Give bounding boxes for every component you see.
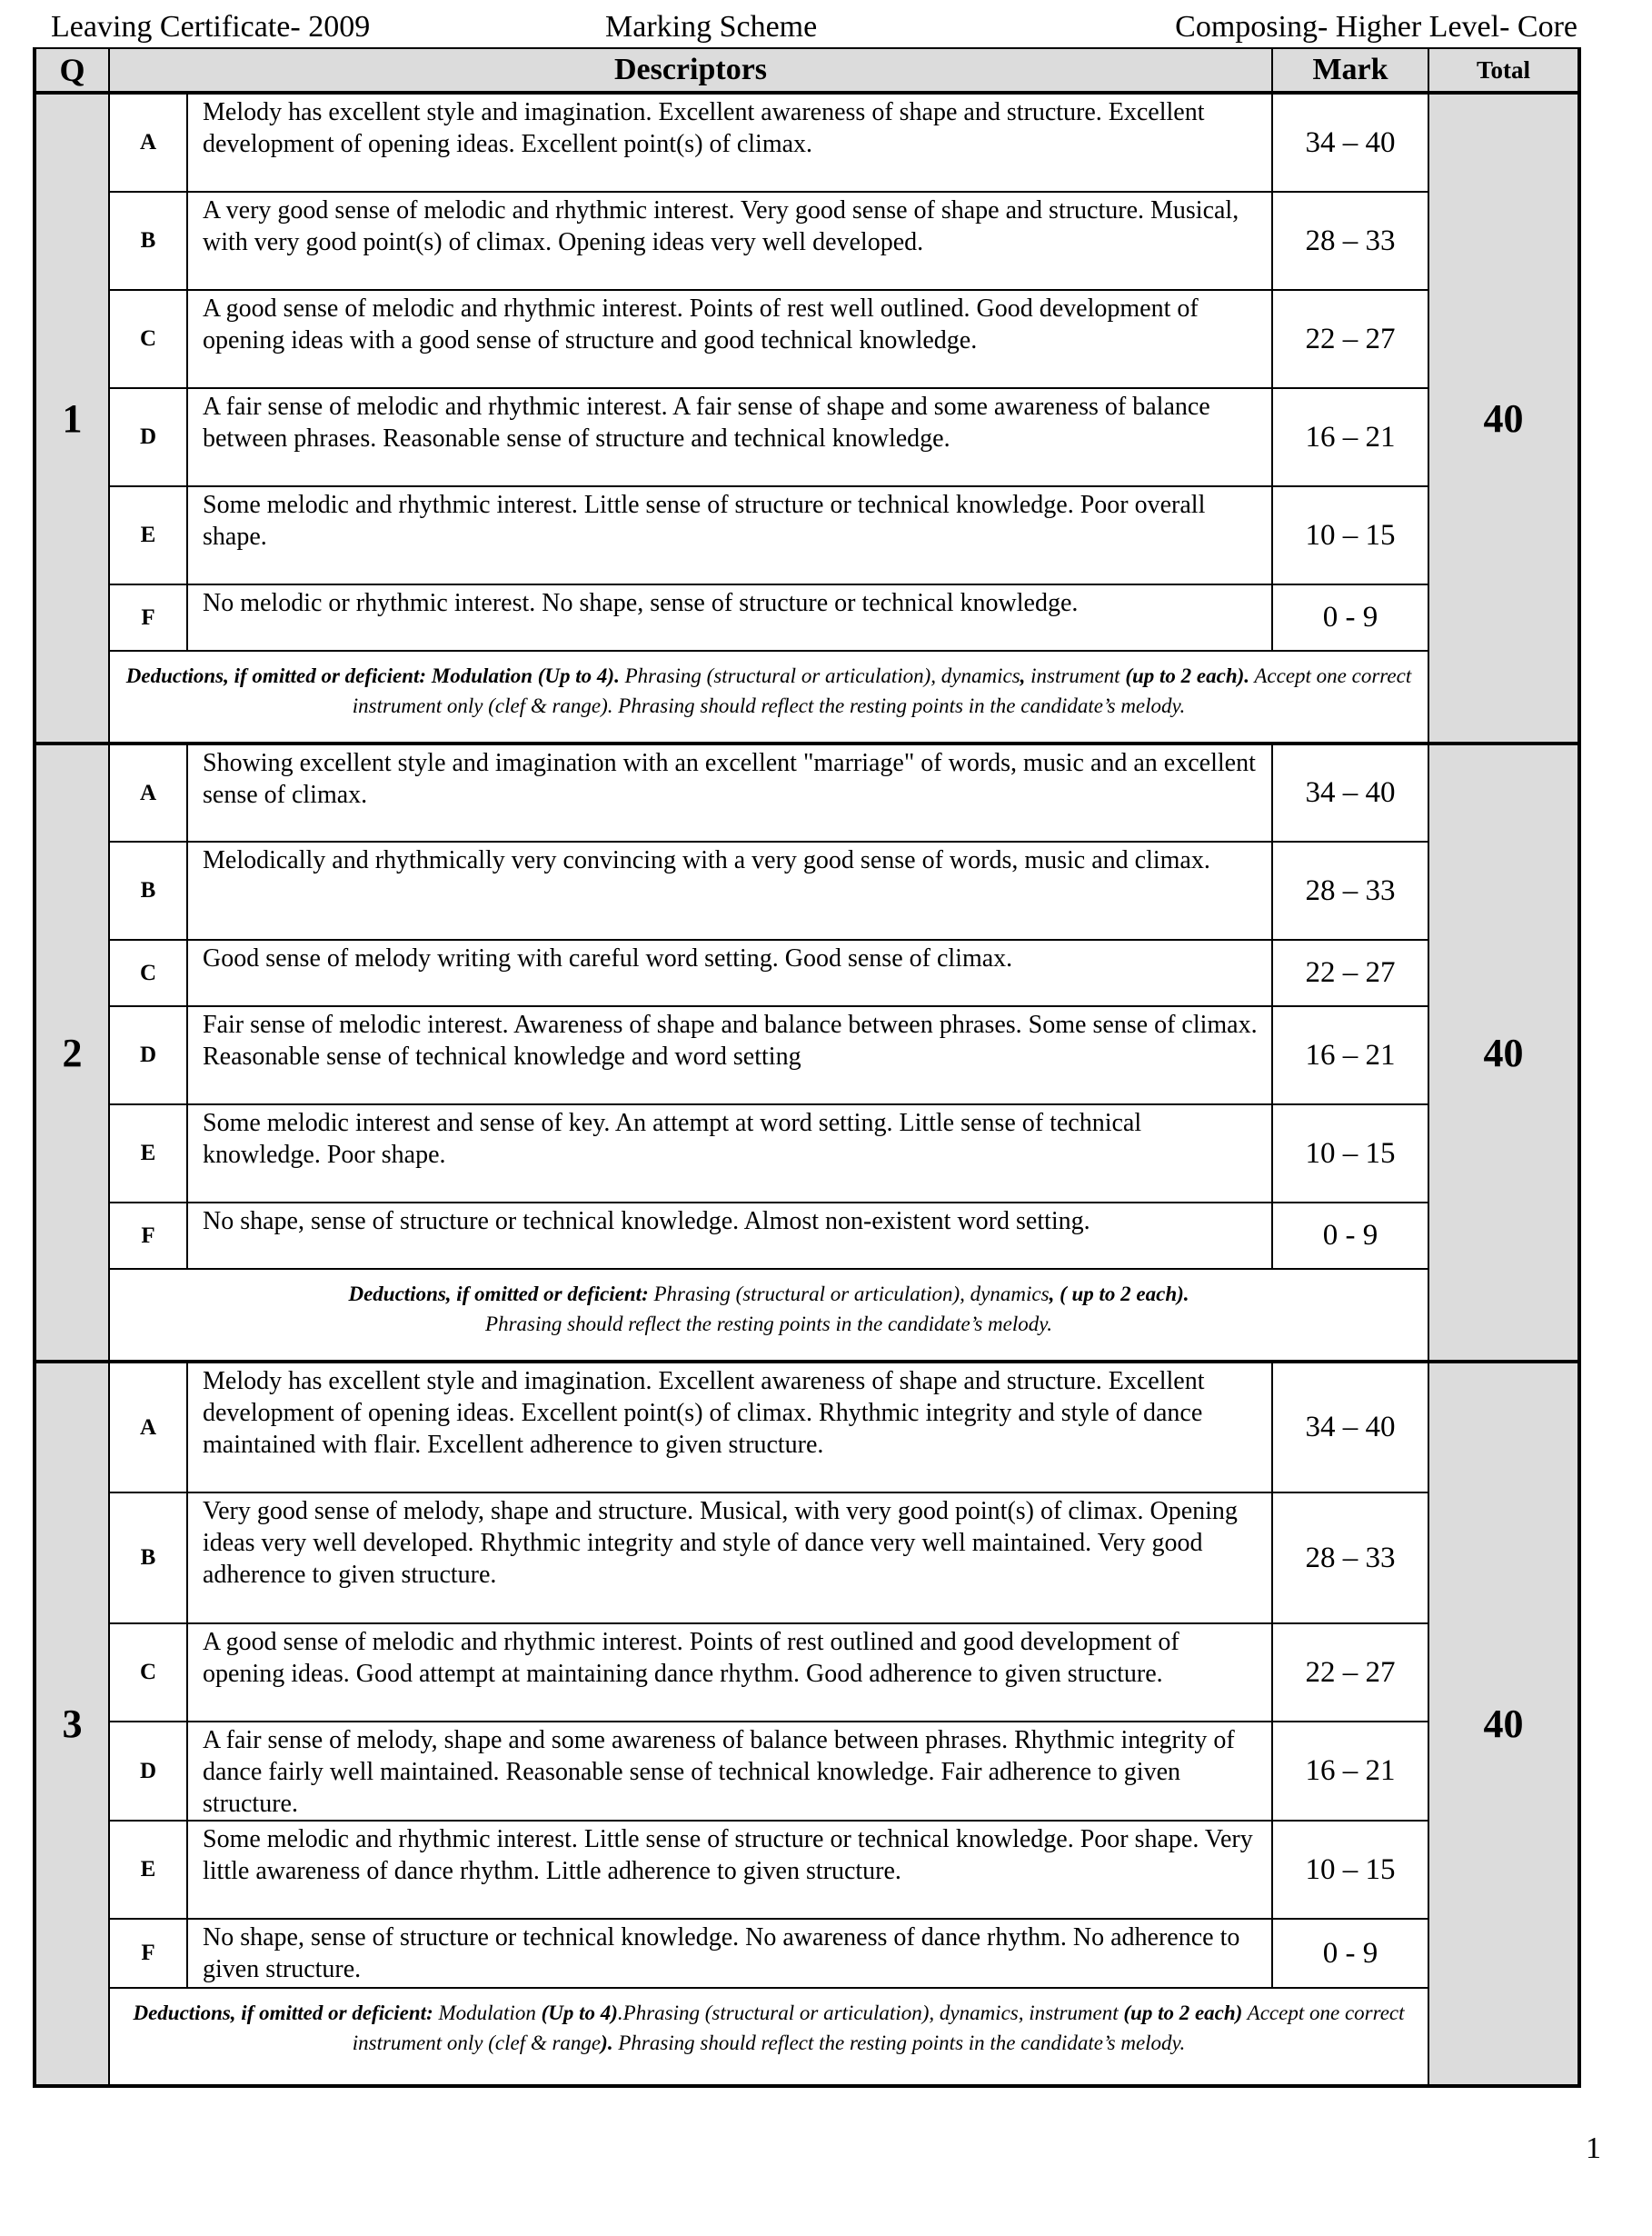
descriptor-text: Some melodic interest and sense of key. An attempt at word setting. Little sense of technical knowledge. Poor shape.	[187, 1104, 1272, 1203]
table-row	[35, 1492, 1579, 1623]
question-number: 1	[35, 93, 109, 744]
mark-range: 10 – 15	[1272, 1104, 1428, 1203]
table-row	[35, 388, 1579, 486]
grade-letter: A	[109, 93, 187, 192]
grade-letter: C	[109, 1623, 187, 1722]
grade-letter: D	[109, 1722, 187, 1821]
descriptor-text: No shape, sense of structure or technical knowledge. Almost non-existent word setting.	[187, 1203, 1272, 1269]
descriptor-text: Some melodic and rhythmic interest. Little sense of structure or technical knowledge. Poor overall shape.	[187, 486, 1272, 584]
descriptor-text: Melody has excellent style and imagination. Excellent awareness of shape and structure. Excellent development of opening ideas. Excellent point(s) of climax. Rhythmic integrity and style of dance maintained with flair. Excellent adherence to given structure.	[187, 1362, 1272, 1492]
descriptor-text: A good sense of melodic and rhythmic interest. Points of rest well outlined. Good development of opening ideas with a good sense of structure and good technical knowledge.	[187, 290, 1272, 388]
grade-letter: E	[109, 1104, 187, 1203]
descriptor-text: Good sense of melody writing with careful word setting. Good sense of climax.	[187, 940, 1272, 1006]
question-total: 40	[1428, 744, 1579, 1362]
deductions-row	[35, 651, 1579, 744]
deductions-part: ).	[601, 2031, 613, 2054]
mark-range: 22 – 27	[1272, 1623, 1428, 1722]
descriptor-text: Some melodic and rhythmic interest. Little sense of structure or technical knowledge. Poor shape. Very little awareness of dance rhythm. Little adherence to given structure.	[187, 1821, 1272, 1919]
descriptor-text: Fair sense of melodic interest. Awareness of shape and balance between phrases. Some sense of climax. Reasonable sense of technical knowledge and word setting	[187, 1006, 1272, 1104]
deductions-note	[109, 1269, 1428, 1362]
mark-range: 10 – 15	[1272, 1821, 1428, 1919]
deductions-note	[109, 651, 1428, 744]
descriptor-text: A fair sense of melodic and rhythmic interest. A fair sense of shape and some awareness of balance between phrases. Reasonable sense of structure and technical knowledge.	[187, 388, 1272, 486]
grade-letter: F	[109, 1203, 187, 1269]
table-row	[35, 1104, 1579, 1203]
question-3-block	[35, 1362, 1579, 2086]
deductions-note	[109, 1988, 1428, 2086]
descriptor-text: A fair sense of melody, shape and some awareness of balance between phrases. Rhythmic integrity of dance fairly well maintained. Reasonable sense of technical knowledge. Fair adherence to given structure.	[187, 1722, 1272, 1821]
deductions-part: , ( up to 2 each).	[1049, 1283, 1189, 1305]
table-row	[35, 1362, 1579, 1492]
grade-letter: F	[109, 1919, 187, 1988]
deductions-part: (up to 2 each)	[1123, 2001, 1243, 2024]
deductions-part: Deductions, if omitted or deficient:	[133, 2001, 433, 2024]
deductions-part: (Up to 4)	[541, 2001, 618, 2024]
descriptor-text: Very good sense of melody, shape and structure. Musical, with very good point(s) of climax. Opening ideas very well developed. Rhythmic integrity and style of dance very well maintained. Very good adherence to given structure.	[187, 1492, 1272, 1623]
table-row	[35, 1919, 1579, 1988]
question-total: 40	[1428, 1362, 1579, 2086]
question-2-block	[35, 744, 1579, 1362]
mark-range: 0 - 9	[1272, 1919, 1428, 1988]
deductions-part: Phrasing (structural or articulation), dynamics	[619, 664, 1020, 687]
table-row	[35, 584, 1579, 651]
page-header	[51, 7, 1577, 47]
descriptor-text: Melody has excellent style and imagination. Excellent awareness of shape and structure. Excellent development of opening ideas. Excellent point(s) of climax.	[187, 93, 1272, 192]
descriptor-text: No melodic or rhythmic interest. No shape, sense of structure or technical knowledge.	[187, 584, 1272, 651]
mark-range: 34 – 40	[1272, 93, 1428, 192]
deductions-row	[35, 1269, 1579, 1362]
grade-letter: E	[109, 486, 187, 584]
header-exam-title: Leaving Certificate- 2009	[51, 10, 371, 44]
mark-range: 10 – 15	[1272, 486, 1428, 584]
deductions-row	[35, 1988, 1579, 2086]
mark-range: 0 - 9	[1272, 1203, 1428, 1269]
descriptor-text: A good sense of melodic and rhythmic interest. Points of rest outlined and good development of opening ideas. Good attempt at maintaining dance rhythm. Good adherence to given structure.	[187, 1623, 1272, 1722]
descriptor-text: A very good sense of melodic and rhythmic interest. Very good sense of shape and structure. Musical, with very good point(s) of climax. Opening ideas very well developed.	[187, 192, 1272, 290]
table-row	[35, 1722, 1579, 1821]
grade-letter: B	[109, 842, 187, 940]
question-number: 3	[35, 1362, 109, 2086]
table-row	[35, 842, 1579, 940]
mark-range: 16 – 21	[1272, 1006, 1428, 1104]
page-number: 1	[1586, 2131, 1601, 2165]
grade-letter: C	[109, 940, 187, 1006]
deductions-part: Modulation	[433, 2001, 542, 2024]
table-header-row	[35, 48, 1579, 93]
table-row	[35, 1203, 1579, 1269]
mark-range: 28 – 33	[1272, 842, 1428, 940]
mark-range: 22 – 27	[1272, 940, 1428, 1006]
question-1-block	[35, 93, 1579, 744]
column-header-descriptors: Descriptors	[109, 48, 1272, 93]
descriptor-text: Showing excellent style and imagination with an excellent "marriage" of words, music and an excellent sense of climax.	[187, 744, 1272, 842]
deductions-part: Phrasing should reflect the resting points in the candidate’s melody.	[612, 2031, 1186, 2054]
deductions-part: Deductions, if omitted or deficient:	[348, 1283, 649, 1305]
table-row	[35, 1821, 1579, 1919]
table-row	[35, 192, 1579, 290]
deductions-part: .Phrasing (structural or articulation), dynamics, instrument	[617, 2001, 1124, 2024]
grade-letter: A	[109, 1362, 187, 1492]
descriptor-text: No shape, sense of structure or technical knowledge. No awareness of dance rhythm. No adherence to given structure.	[187, 1919, 1272, 1988]
header-subject-level: Composing- Higher Level- Core	[1175, 10, 1577, 44]
deductions-part: Deductions, if omitted or deficient: Modulation (Up to 4).	[125, 664, 620, 687]
deductions-part: Accept one correct instrument only (clef & range). Phrasing should reflect the resting points in the candidate’s melody.	[352, 664, 1412, 717]
table-row	[35, 486, 1579, 584]
grade-letter: B	[109, 192, 187, 290]
grade-letter: E	[109, 1821, 187, 1919]
deductions-part: (up to 2 each).	[1120, 664, 1250, 687]
deductions-part: Accept one correct instrument only (clef & range	[352, 2001, 1405, 2054]
mark-range: 28 – 33	[1272, 1492, 1428, 1623]
grade-letter: C	[109, 290, 187, 388]
column-header-total: Total	[1428, 48, 1579, 93]
grade-letter: D	[109, 388, 187, 486]
descriptor-text: Melodically and rhythmically very convincing with a very good sense of words, music and climax.	[187, 842, 1272, 940]
deductions-part: ,	[1020, 664, 1031, 687]
grade-letter: F	[109, 584, 187, 651]
table-row	[35, 1623, 1579, 1722]
mark-range: 34 – 40	[1272, 744, 1428, 842]
table-row	[35, 744, 1579, 842]
table-row	[35, 1006, 1579, 1104]
deductions-part: Phrasing (structural or articulation), dynamics	[648, 1283, 1050, 1305]
table-row	[35, 940, 1579, 1006]
deductions-part: instrument	[1030, 664, 1120, 687]
column-header-q: Q	[35, 48, 109, 93]
question-number: 2	[35, 744, 109, 1362]
header-document-type: Marking Scheme	[605, 10, 818, 44]
table-row	[35, 290, 1579, 388]
grade-letter: D	[109, 1006, 187, 1104]
mark-range: 0 - 9	[1272, 584, 1428, 651]
table-row	[35, 93, 1579, 192]
question-total: 40	[1428, 93, 1579, 744]
mark-range: 34 – 40	[1272, 1362, 1428, 1492]
mark-range: 16 – 21	[1272, 388, 1428, 486]
grade-letter: A	[109, 744, 187, 842]
mark-range: 22 – 27	[1272, 290, 1428, 388]
marking-scheme-table	[33, 47, 1581, 2088]
mark-range: 16 – 21	[1272, 1722, 1428, 1821]
grade-letter: B	[109, 1492, 187, 1623]
deductions-part: Phrasing should reflect the resting points in the candidate’s melody.	[485, 1313, 1052, 1335]
mark-range: 28 – 33	[1272, 192, 1428, 290]
column-header-mark: Mark	[1272, 48, 1428, 93]
